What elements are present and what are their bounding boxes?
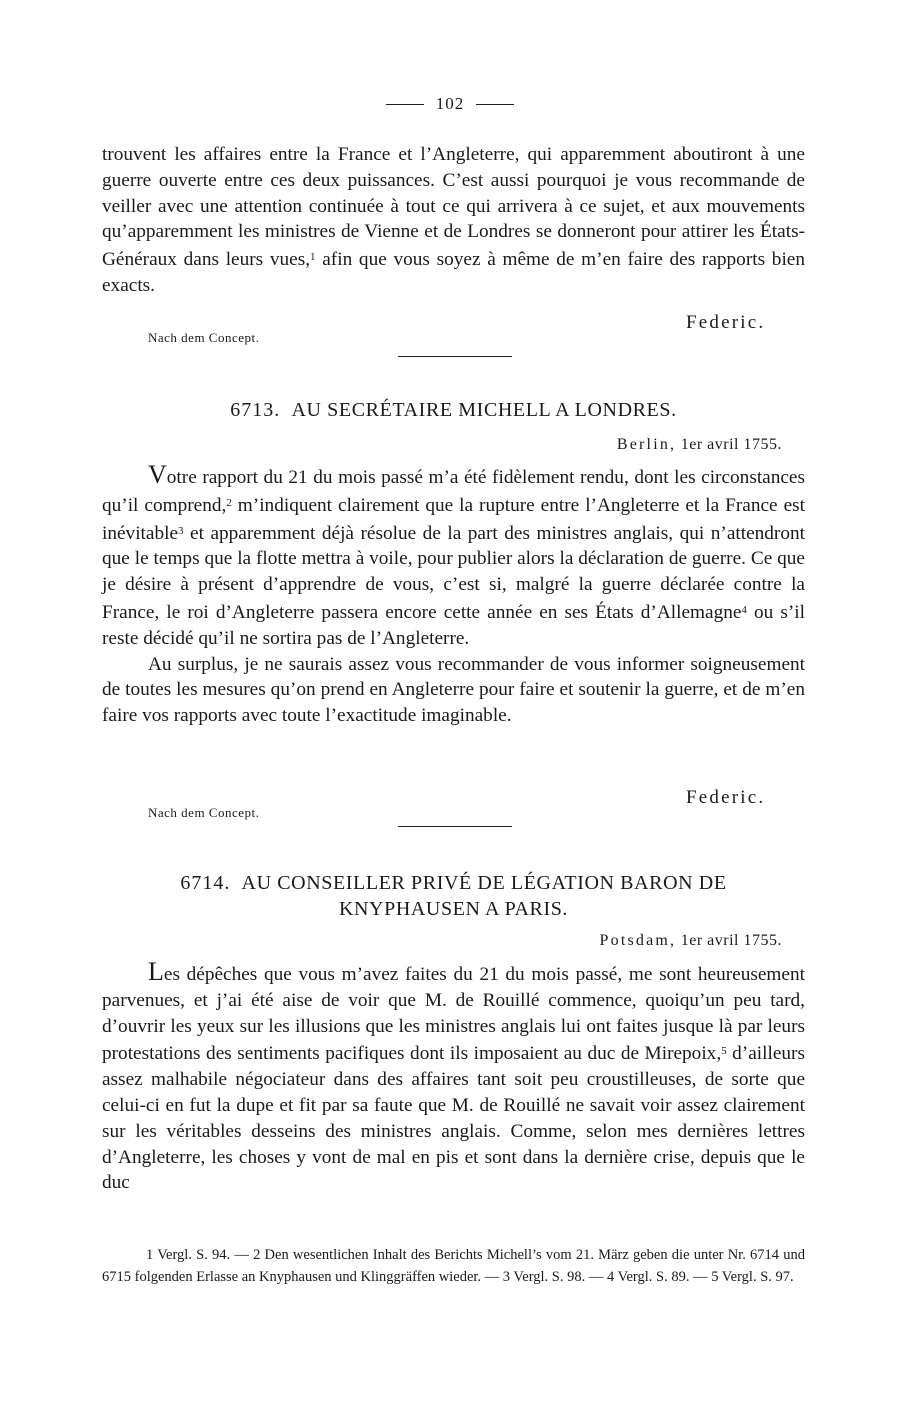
continuation-paragraph — [102, 142, 805, 299]
dateline-6714 — [600, 932, 782, 950]
footnote-ref-2: 2 — [226, 496, 232, 509]
header-dash-right — [476, 104, 514, 105]
section-rule — [398, 826, 512, 827]
page-number: 102 — [435, 94, 465, 113]
paragraph-text: d’ailleurs assez malhabile négociateur dans des affaires tant soit peu croustilleuses, de sorte que celui-ci en fut la dupe et fit par sa faute que M. de Rouillé ne savait voir assez clairement sur les véritables desseins des ministres anglais. Comme, selon mes dernières lettres d’Angleterre, les choses y vont de mal en pis et sont dans la dernière crise, depuis que le duc — [102, 1043, 805, 1194]
letter-number: 6713. — [230, 399, 281, 421]
footnote-ref-1: 1 — [310, 251, 316, 264]
letter-title: AU CONSEILLER PRIVÉ DE LÉGATION BARON DE — [241, 872, 727, 894]
footnote-ref-5: 5 — [721, 1045, 727, 1058]
dateline-date: 1er avril 1755. — [680, 932, 782, 949]
heading-line-2: KNYPHAUSEN A PARIS. — [338, 898, 569, 920]
paragraph-text: ou s’il reste décidé qu’il ne sortira pas de l’Angleterre. — [102, 601, 806, 649]
signature-continuation: Federic. — [686, 312, 766, 333]
letter-heading-6714 — [102, 870, 805, 922]
source-note-continuation: Nach dem Concept. — [148, 330, 260, 345]
source-note-6713: Nach dem Concept. — [148, 805, 260, 820]
letter-heading-6713 — [102, 397, 805, 423]
heading-line-1 — [102, 870, 805, 896]
letter-title: AU SECRÉTAIRE MICHELL A LONDRES. — [291, 399, 677, 421]
signature-6713: Federic. — [686, 787, 766, 808]
paragraph-text: otre rapport du 21 du mois passé m’a été fidèlement rendu, dont les circonstances qu’il comprend, — [102, 467, 805, 516]
footnote-text: 1 Vergl. S. 94. — 2 Den wesentlichen Inhalt des Berichts Michell’s vom 21. März geben die unter Nr. 6714 und 6715 folgenden Erlasse an Knyphausen und Klinggräffen wieder. — 3 Vergl. S. 98. — 4 Vergl. S. 89. — 5 Vergl. S. 97. — [102, 1247, 805, 1285]
letter-number: 6714. — [180, 872, 231, 894]
initial-letter: V — [148, 460, 167, 489]
dateline-place: Potsdam, — [599, 932, 677, 949]
footnote-ref-4: 4 — [741, 603, 747, 616]
letter-body-6713 — [102, 462, 805, 729]
dateline-place: Berlin, — [616, 436, 677, 453]
paragraph — [102, 959, 805, 1196]
initial-letter: L — [148, 957, 164, 986]
letter-body-6714 — [102, 959, 805, 1196]
paragraph: Au surplus, je ne saurais assez vous recommander de vous informer soigneusement de toutes les mesures qu’on prend en Angleterre pour faire et soutenir la guerre, et de m’en faire vos rapports avec toute l’exactitude imaginable. — [102, 653, 805, 727]
continuation-text: trouvent les affaires entre la France et l’Angleterre, qui apparemment aboutiront à une guerre ouverte entre ces deux puissances. C’est aussi pourquoi je vous recommande de veiller avec une attention continuée à tout ce qui arrivera à ce sujet, et aux mouvements qu’apparemment les ministres de Vienne et de Londres se donneront pour attirer les États-Généraux dans leurs vues, — [102, 144, 805, 271]
continuation-text-after: afin que vous soyez à même de m’en faire des rapports bien exacts. — [102, 249, 805, 296]
paragraph-text: es dépêches que vous m’avez faites du 21 du mois passé, me sont heureusement parvenues, et j’ai été aise de voir que M. de Rouillé commence, quoiqu’un peu tard, d’ouvrir les yeux sur les illusions que les ministres anglais lui ont faites jusque là par leurs protestations des sentiments pacifiques dont ils imposaient au duc de Mirepoix, — [102, 964, 805, 1065]
paragraph-text: et apparemment déjà résolue de la part des ministres anglais, qui n’attendront que le temps que la flotte mettra à voile, pour publier alors la déclaration de guerre. Ce que je désire à présent d’apprendre de vous, c’est si, malgré la guerre déclarée contre la France, le roi d’Angleterre passera encore cette année en ses États d’Allemagne — [102, 522, 805, 623]
footnote-ref-3: 3 — [178, 524, 184, 537]
dateline-date: 1er avril 1755. — [680, 436, 782, 453]
dateline-6713 — [617, 436, 782, 454]
section-rule — [398, 356, 512, 357]
paragraph — [102, 462, 805, 652]
paragraph-text: m’indiquent clairement que la rupture entre l’Angleterre et la France est inévitable — [102, 494, 805, 544]
footnotes — [102, 1244, 805, 1288]
header-dash-left — [386, 104, 424, 105]
page-header — [0, 94, 900, 114]
